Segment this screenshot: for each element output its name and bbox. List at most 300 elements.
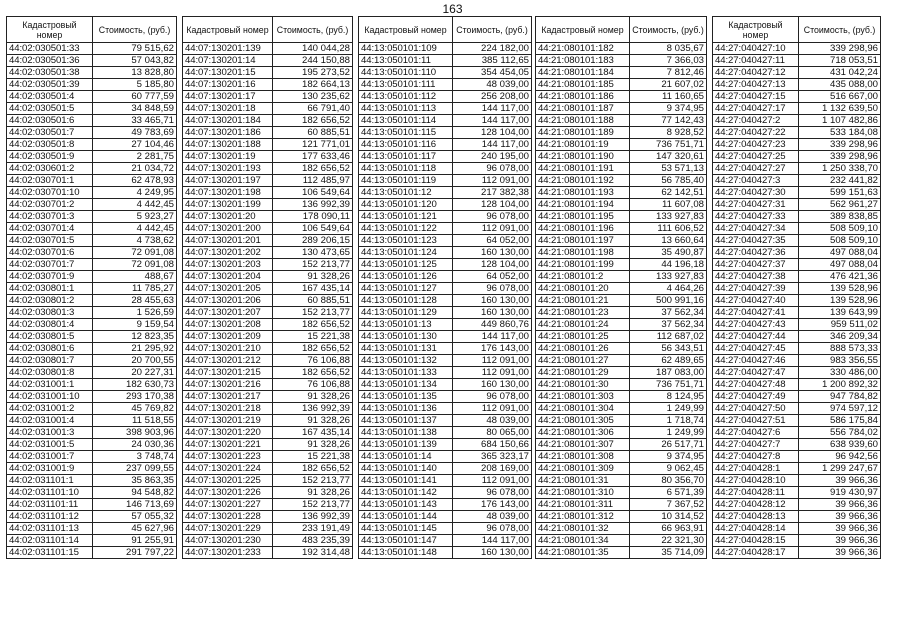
cost-cell: 974 597,12	[799, 403, 881, 415]
cost-cell: 182 656,52	[273, 319, 353, 331]
cadastral-number-cell: 44:07:130201:193	[183, 163, 273, 175]
table-row	[713, 247, 881, 259]
table-row	[536, 175, 707, 187]
table-row	[536, 523, 707, 535]
cadastral-number-cell: 44:27:040427:35	[713, 235, 799, 247]
table-row	[536, 391, 707, 403]
cadastral-number-cell: 44:13:050101:130	[359, 331, 453, 343]
cost-cell: 244 150,88	[273, 55, 353, 67]
cadastral-number-cell: 44:02:031001:7	[7, 451, 93, 463]
cost-cell: 72 091,08	[93, 259, 177, 271]
cost-cell: 112 091,00	[453, 475, 532, 487]
cadastral-number-cell: 44:02:030801:7	[7, 355, 93, 367]
cost-cell: 919 430,97	[799, 487, 881, 499]
table-row	[7, 91, 177, 103]
table-row	[359, 487, 532, 499]
cadastral-number-cell: 44:02:030701:9	[7, 271, 93, 283]
cost-cell: 66 791,40	[273, 103, 353, 115]
cadastral-number-cell: 44:27:040427:36	[713, 247, 799, 259]
table-row	[183, 463, 353, 475]
cost-cell: 4 738,62	[93, 235, 177, 247]
cost-cell: 182 656,52	[273, 343, 353, 355]
table-row	[536, 55, 707, 67]
cadastral-number-cell: 44:02:030501:4	[7, 91, 93, 103]
cost-cell: 187 083,00	[630, 367, 707, 379]
table-row	[7, 367, 177, 379]
cost-cell: 112 091,00	[453, 367, 532, 379]
table-row	[183, 343, 353, 355]
cost-cell: 60 777,59	[93, 91, 177, 103]
table-row	[359, 115, 532, 127]
cadastral-number-cell: 44:13:050101:128	[359, 295, 453, 307]
cost-cell: 56 785,40	[630, 175, 707, 187]
cadastral-number-cell: 44:27:040427:10	[713, 43, 799, 55]
cadastral-number-cell: 44:07:130201:16	[183, 79, 273, 91]
cadastral-number-cell: 44:02:031101:15	[7, 547, 93, 559]
table-row	[713, 547, 881, 559]
cost-cell: 182 656,52	[273, 463, 353, 475]
table-row	[359, 259, 532, 271]
table-row	[536, 475, 707, 487]
cadastral-number-cell: 44:27:040428:15	[713, 535, 799, 547]
cost-cell: 13 828,80	[93, 67, 177, 79]
cost-cell: 106 549,64	[273, 187, 353, 199]
cost-cell: 983 356,55	[799, 355, 881, 367]
table-row	[359, 403, 532, 415]
table-row	[713, 367, 881, 379]
cadastral-number-cell: 44:02:031101:13	[7, 523, 93, 535]
cost-cell: 684 150,66	[453, 439, 532, 451]
cost-cell: 35 863,35	[93, 475, 177, 487]
cost-cell: 35 714,09	[630, 547, 707, 559]
cost-cell: 91 328,26	[273, 391, 353, 403]
header-cadastral-number: Кадастровый номер	[7, 17, 93, 43]
table-row	[183, 55, 353, 67]
cost-cell: 160 130,00	[453, 547, 532, 559]
cost-cell: 80 356,70	[630, 475, 707, 487]
cost-cell: 146 713,69	[93, 499, 177, 511]
cost-cell: 497 088,04	[799, 247, 881, 259]
cadastral-number-cell: 44:21:080101:189	[536, 127, 630, 139]
table-row	[359, 451, 532, 463]
cost-cell: 240 195,00	[453, 151, 532, 163]
cadastral-table-col-4	[535, 16, 707, 559]
table-row	[713, 199, 881, 211]
table-row	[359, 343, 532, 355]
cadastral-number-cell: 44:21:080101:26	[536, 343, 630, 355]
cost-cell: 20 227,31	[93, 367, 177, 379]
cadastral-number-cell: 44:27:040428:1	[713, 463, 799, 475]
table-row	[183, 415, 353, 427]
cost-cell: 144 117,00	[453, 139, 532, 151]
cost-cell: 62 142,51	[630, 187, 707, 199]
table-row	[536, 271, 707, 283]
cost-cell: 96 078,00	[453, 523, 532, 535]
cost-cell: 37 562,34	[630, 319, 707, 331]
table-row	[713, 379, 881, 391]
table-row	[183, 439, 353, 451]
table-row	[7, 511, 177, 523]
table-row	[183, 319, 353, 331]
cost-cell: 182 664,13	[273, 79, 353, 91]
cadastral-number-cell: 44:27:040427:6	[713, 427, 799, 439]
cost-cell: 91 255,91	[93, 535, 177, 547]
cadastral-number-cell: 44:07:130201:209	[183, 331, 273, 343]
table-row	[713, 235, 881, 247]
cost-cell: 182 656,52	[273, 115, 353, 127]
cadastral-number-cell: 44:21:080101:193	[536, 187, 630, 199]
cost-cell: 449 860,76	[453, 319, 532, 331]
cost-cell: 144 117,00	[453, 331, 532, 343]
table-row	[7, 355, 177, 367]
cadastral-number-cell: 44:27:040427:7	[713, 439, 799, 451]
table-row	[359, 499, 532, 511]
table-row	[7, 139, 177, 151]
cost-cell: 77 142,43	[630, 115, 707, 127]
cadastral-number-cell: 44:27:040427:17	[713, 103, 799, 115]
cadastral-number-cell: 44:21:080101:34	[536, 535, 630, 547]
cost-cell: 39 966,36	[799, 523, 881, 535]
cadastral-number-cell: 44:02:030701:10	[7, 187, 93, 199]
cost-cell: 62 478,93	[93, 175, 177, 187]
cadastral-number-cell: 44:21:080101:196	[536, 223, 630, 235]
cost-cell: 9 374,95	[630, 103, 707, 115]
table-row	[359, 463, 532, 475]
table-row	[359, 151, 532, 163]
cost-cell: 139 528,96	[799, 283, 881, 295]
table-row	[536, 79, 707, 91]
header-cadastral-number: Кадастровый номер	[536, 17, 630, 43]
table-row	[359, 163, 532, 175]
table-row	[359, 379, 532, 391]
table-row	[359, 415, 532, 427]
table-row	[7, 547, 177, 559]
cost-cell: 144 117,00	[453, 103, 532, 115]
table-row	[359, 511, 532, 523]
cadastral-number-cell: 44:02:031001:3	[7, 427, 93, 439]
cadastral-number-cell: 44:27:040427:25	[713, 151, 799, 163]
cadastral-number-cell: 44:07:130201:216	[183, 379, 273, 391]
header-cost: Стоимость, (руб.)	[630, 17, 707, 43]
cadastral-number-cell: 44:02:030801:3	[7, 307, 93, 319]
cost-cell: 24 030,36	[93, 439, 177, 451]
table-row	[713, 523, 881, 535]
cost-cell: 66 963,91	[630, 523, 707, 535]
cadastral-number-cell: 44:02:030701:1	[7, 175, 93, 187]
table-row	[7, 391, 177, 403]
cadastral-number-cell: 44:21:080101:311	[536, 499, 630, 511]
cost-cell: 7 366,03	[630, 55, 707, 67]
cost-cell: 53 571,13	[630, 163, 707, 175]
table-row	[183, 511, 353, 523]
cadastral-number-cell: 44:02:030801:1	[7, 283, 93, 295]
cadastral-number-cell: 44:02:030701:3	[7, 211, 93, 223]
cost-cell: 112 091,00	[453, 223, 532, 235]
cadastral-number-cell: 44:13:050101:137	[359, 415, 453, 427]
cadastral-number-cell: 44:21:080101:312	[536, 511, 630, 523]
cost-cell: 182 656,52	[273, 367, 353, 379]
cost-cell: 140 044,28	[273, 43, 353, 55]
table-row	[713, 439, 881, 451]
cost-cell: 130 473,65	[273, 247, 353, 259]
table-row	[7, 295, 177, 307]
table-row	[7, 403, 177, 415]
table-row	[713, 463, 881, 475]
table-row	[536, 211, 707, 223]
table-row	[713, 511, 881, 523]
table-row	[7, 331, 177, 343]
cadastral-number-cell: 44:27:040427:40	[713, 295, 799, 307]
cadastral-number-cell: 44:02:030501:6	[7, 115, 93, 127]
table-row	[7, 487, 177, 499]
cadastral-number-cell: 44:21:080101:19	[536, 139, 630, 151]
cadastral-number-cell: 44:13:050101:13	[359, 319, 453, 331]
cadastral-number-cell: 44:07:130201:17	[183, 91, 273, 103]
table-row	[7, 499, 177, 511]
cadastral-number-cell: 44:13:050101:139	[359, 439, 453, 451]
cost-cell: 72 091,08	[93, 247, 177, 259]
cadastral-number-cell: 44:21:080101:309	[536, 463, 630, 475]
cadastral-number-cell: 44:27:040428:17	[713, 547, 799, 559]
cadastral-number-cell: 44:27:040427:8	[713, 451, 799, 463]
cost-cell: 256 208,00	[453, 91, 532, 103]
cost-cell: 888 573,33	[799, 343, 881, 355]
cost-cell: 10 314,52	[630, 511, 707, 523]
table-row	[183, 187, 353, 199]
cadastral-number-cell: 44:21:080101:195	[536, 211, 630, 223]
table-row	[359, 199, 532, 211]
table-row	[183, 67, 353, 79]
table-row	[536, 223, 707, 235]
cadastral-number-cell: 44:27:040427:50	[713, 403, 799, 415]
cost-cell: 96 942,56	[799, 451, 881, 463]
cadastral-number-cell: 44:07:130201:207	[183, 307, 273, 319]
cost-cell: 1 250 338,70	[799, 163, 881, 175]
cost-cell: 176 143,00	[453, 343, 532, 355]
cost-cell: 233 191,49	[273, 523, 353, 535]
cost-cell: 128 104,00	[453, 127, 532, 139]
cost-cell: 112 485,97	[273, 175, 353, 187]
cost-cell: 736 751,71	[630, 379, 707, 391]
cadastral-number-cell: 44:27:040427:3	[713, 175, 799, 187]
cadastral-number-cell: 44:07:130201:199	[183, 199, 273, 211]
table-row	[359, 223, 532, 235]
table-row	[183, 91, 353, 103]
cadastral-number-cell: 44:02:031101:12	[7, 511, 93, 523]
cadastral-number-cell: 44:13:050101:122	[359, 223, 453, 235]
table-row	[713, 343, 881, 355]
cost-cell: 291 797,22	[93, 547, 177, 559]
table-row	[7, 151, 177, 163]
cadastral-number-cell: 44:07:130201:218	[183, 403, 273, 415]
cadastral-number-cell: 44:21:080101:20	[536, 283, 630, 295]
cadastral-number-cell: 44:13:050101:127	[359, 283, 453, 295]
table-row	[536, 127, 707, 139]
table-row	[7, 343, 177, 355]
cost-cell: 11 785,27	[93, 283, 177, 295]
header-cost: Стоимость, (руб.)	[453, 17, 532, 43]
cadastral-number-cell: 44:21:080101:24	[536, 319, 630, 331]
table-row	[713, 331, 881, 343]
table-row	[7, 271, 177, 283]
cadastral-number-cell: 44:13:050101:116	[359, 139, 453, 151]
cost-cell: 79 515,62	[93, 43, 177, 55]
table-row	[359, 187, 532, 199]
table-row	[183, 475, 353, 487]
cadastral-number-cell: 44:07:130201:225	[183, 475, 273, 487]
cost-cell: 8 124,95	[630, 391, 707, 403]
table-row	[536, 379, 707, 391]
table-row	[183, 451, 353, 463]
table-row	[536, 451, 707, 463]
cadastral-number-cell: 44:21:080101:191	[536, 163, 630, 175]
table-row	[359, 547, 532, 559]
table-row	[713, 187, 881, 199]
cadastral-number-cell: 44:13:050101:118	[359, 163, 453, 175]
table-row	[713, 283, 881, 295]
cost-cell: 11 607,08	[630, 199, 707, 211]
cadastral-number-cell: 44:13:050101:142	[359, 487, 453, 499]
cadastral-number-cell: 44:27:040427:12	[713, 67, 799, 79]
cadastral-number-cell: 44:13:050101:132	[359, 355, 453, 367]
table-row	[7, 535, 177, 547]
table-row	[183, 43, 353, 55]
table-row	[183, 151, 353, 163]
cost-cell: 9 374,95	[630, 451, 707, 463]
cost-cell: 385 112,65	[453, 55, 532, 67]
table-row	[359, 391, 532, 403]
cost-cell: 94 548,82	[93, 487, 177, 499]
cost-cell: 144 117,00	[453, 535, 532, 547]
table-row	[536, 163, 707, 175]
cost-cell: 182 630,73	[93, 379, 177, 391]
cadastral-number-cell: 44:07:130201:229	[183, 523, 273, 535]
table-row	[359, 367, 532, 379]
cost-cell: 128 104,00	[453, 199, 532, 211]
table-row	[359, 319, 532, 331]
table-row	[713, 295, 881, 307]
table-row	[536, 415, 707, 427]
table-row	[359, 211, 532, 223]
table-row	[7, 199, 177, 211]
table-row	[7, 379, 177, 391]
table-row	[7, 523, 177, 535]
cadastral-number-cell: 44:07:130201:208	[183, 319, 273, 331]
cadastral-number-cell: 44:27:040427:51	[713, 415, 799, 427]
cadastral-number-cell: 44:13:050101:148	[359, 547, 453, 559]
cost-cell: 5 185,80	[93, 79, 177, 91]
cost-cell: 947 784,82	[799, 391, 881, 403]
table-row	[713, 403, 881, 415]
cadastral-number-cell: 44:02:030701:5	[7, 235, 93, 247]
cadastral-number-cell: 44:13:050101:113	[359, 103, 453, 115]
cadastral-number-cell: 44:27:040428:13	[713, 511, 799, 523]
cadastral-number-cell: 44:13:050101:14	[359, 451, 453, 463]
cadastral-number-cell: 44:27:040427:15	[713, 91, 799, 103]
table-row	[536, 283, 707, 295]
cadastral-number-cell: 44:21:080101:307	[536, 439, 630, 451]
table-row	[183, 355, 353, 367]
table-row	[183, 307, 353, 319]
cost-cell: 354 454,05	[453, 67, 532, 79]
cost-cell: 33 465,71	[93, 115, 177, 127]
table-row	[183, 139, 353, 151]
table-row	[536, 187, 707, 199]
cost-cell: 483 235,39	[273, 535, 353, 547]
cost-cell: 112 091,00	[453, 403, 532, 415]
cost-cell: 167 435,14	[273, 283, 353, 295]
table-row	[536, 67, 707, 79]
cost-cell: 959 511,02	[799, 319, 881, 331]
cost-cell: 339 298,96	[799, 139, 881, 151]
cost-cell: 39 966,36	[799, 499, 881, 511]
cadastral-number-cell: 44:02:030501:9	[7, 151, 93, 163]
cost-cell: 508 509,10	[799, 223, 881, 235]
cadastral-number-cell: 44:21:080101:186	[536, 91, 630, 103]
cost-cell: 91 328,26	[273, 271, 353, 283]
table-row	[183, 535, 353, 547]
table-row	[713, 43, 881, 55]
table-row	[536, 151, 707, 163]
table-row	[359, 43, 532, 55]
cost-cell: 91 328,26	[273, 487, 353, 499]
cost-cell: 224 182,00	[453, 43, 532, 55]
table-row	[183, 211, 353, 223]
cost-cell: 736 751,71	[630, 139, 707, 151]
cadastral-number-cell: 44:02:031001:9	[7, 463, 93, 475]
cadastral-number-cell: 44:21:080101:310	[536, 487, 630, 499]
table-row	[359, 103, 532, 115]
table-row	[359, 175, 532, 187]
table-row	[713, 127, 881, 139]
cadastral-number-cell: 44:21:080101:27	[536, 355, 630, 367]
cadastral-number-cell: 44:07:130201:198	[183, 187, 273, 199]
cost-cell: 91 328,26	[273, 415, 353, 427]
cadastral-number-cell: 44:07:130201:224	[183, 463, 273, 475]
cadastral-number-cell: 44:07:130201:184	[183, 115, 273, 127]
table-row	[713, 115, 881, 127]
cadastral-number-cell: 44:21:080101:21	[536, 295, 630, 307]
cost-cell: 152 213,77	[273, 475, 353, 487]
cadastral-number-cell: 44:27:040427:45	[713, 343, 799, 355]
cadastral-number-cell: 44:21:080101:35	[536, 547, 630, 559]
cadastral-number-cell: 44:27:040428:10	[713, 475, 799, 487]
table-row	[183, 295, 353, 307]
cost-cell: 147 320,61	[630, 151, 707, 163]
cadastral-number-cell: 44:07:130201:210	[183, 343, 273, 355]
table-row	[536, 247, 707, 259]
cadastral-number-cell: 44:21:080101:2	[536, 271, 630, 283]
cadastral-table-col-2	[182, 16, 353, 559]
cost-cell: 48 039,00	[453, 511, 532, 523]
table-row	[536, 295, 707, 307]
cost-cell: 2 281,75	[93, 151, 177, 163]
cadastral-number-cell: 44:02:031101:11	[7, 499, 93, 511]
cadastral-number-cell: 44:21:080101:192	[536, 175, 630, 187]
cadastral-number-cell: 44:13:050101:144	[359, 511, 453, 523]
cadastral-number-cell: 44:27:040427:30	[713, 187, 799, 199]
cadastral-number-cell: 44:27:040427:22	[713, 127, 799, 139]
cost-cell: 1 299 247,67	[799, 463, 881, 475]
table-row	[536, 91, 707, 103]
cadastral-number-cell: 44:13:050101:120	[359, 199, 453, 211]
cadastral-number-cell: 44:27:040427:41	[713, 307, 799, 319]
cost-cell: 192 314,48	[273, 547, 353, 559]
cadastral-number-cell: 44:07:130201:15	[183, 67, 273, 79]
cost-cell: 9 062,45	[630, 463, 707, 475]
table-row	[359, 79, 532, 91]
table-row	[359, 127, 532, 139]
